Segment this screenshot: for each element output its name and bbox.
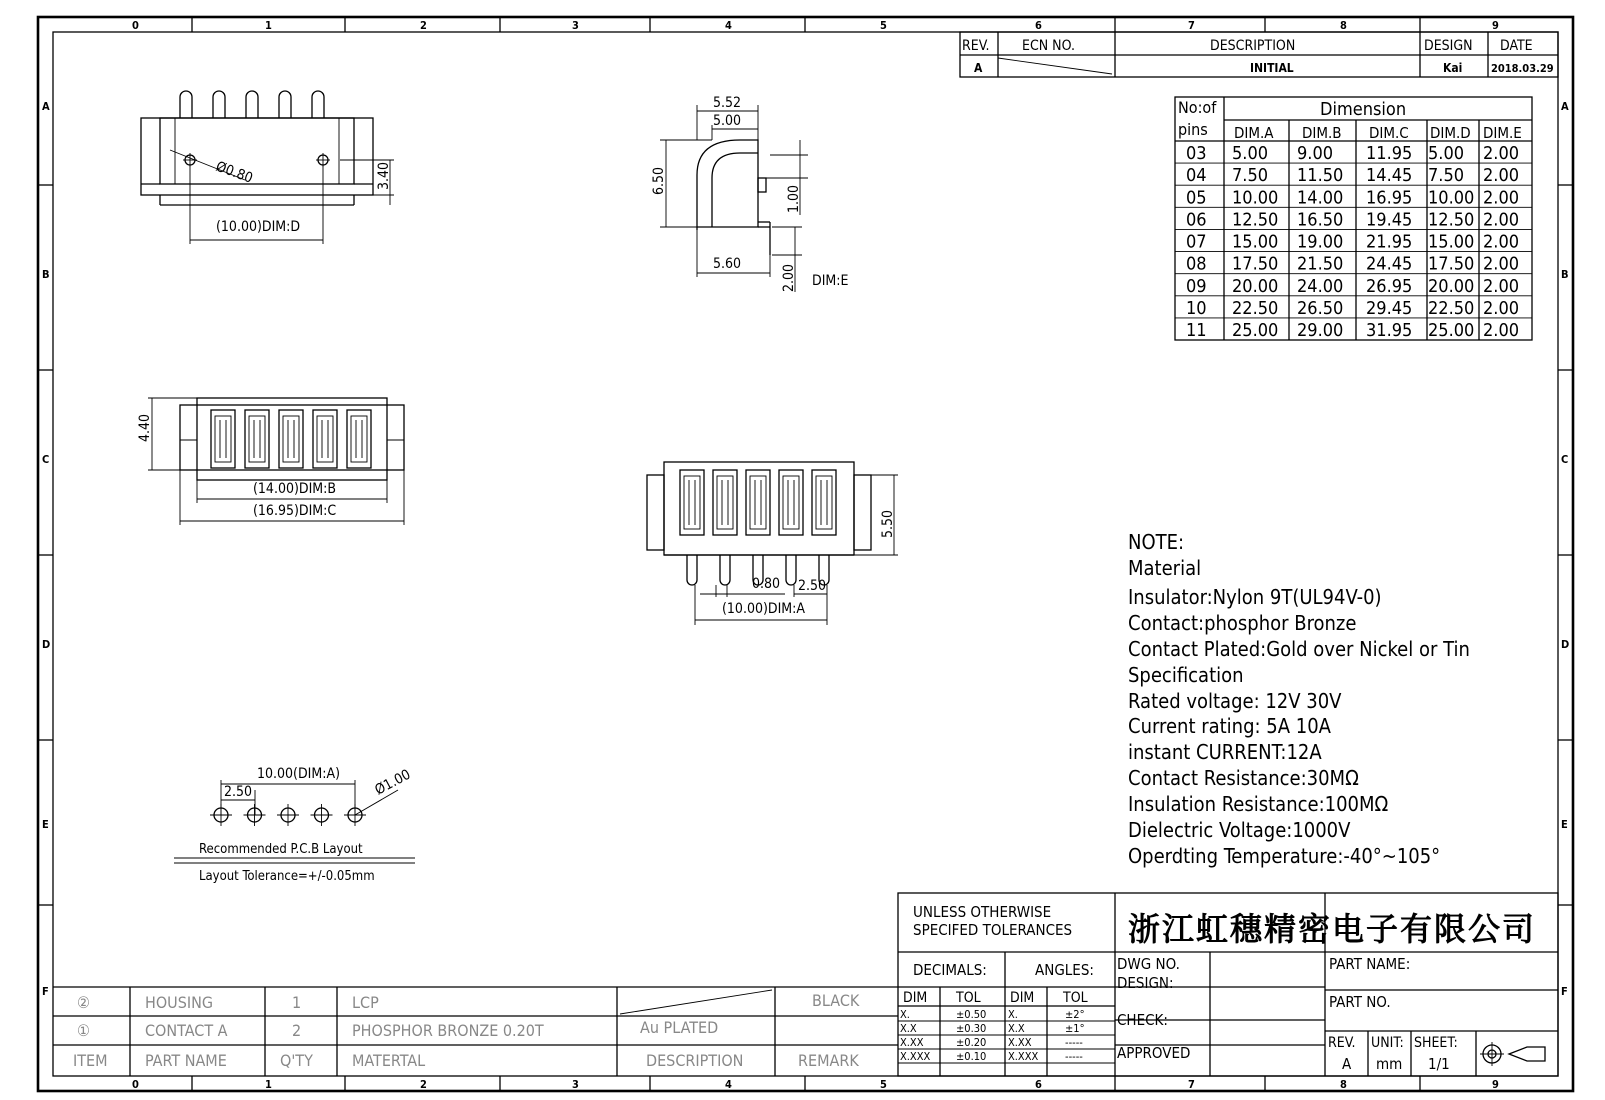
- tol-dim-header: DIM: [903, 990, 928, 1006]
- dim-table-cell: 2.00: [1483, 297, 1520, 319]
- dim-table-cell: 12.50: [1232, 209, 1279, 231]
- front-pin: [786, 555, 796, 585]
- dim-table-col: DIM.D: [1430, 124, 1471, 142]
- front-pin: [687, 555, 697, 585]
- dim-table-cell: 03: [1186, 143, 1207, 165]
- width-560-label: 5.60: [713, 256, 742, 272]
- col-label: 8: [1340, 1078, 1347, 1091]
- bom-header-item: ITEM: [73, 1051, 108, 1070]
- top-view: [141, 91, 394, 244]
- sheet-label: SHEET:: [1414, 1035, 1458, 1051]
- contact-inner: [717, 476, 733, 529]
- projection-symbol-icon: [1480, 1042, 1545, 1066]
- dim-table-header-dimension: Dimension: [1320, 99, 1407, 120]
- dim-table-cell: 7.50: [1232, 165, 1269, 187]
- note-line: NOTE:: [1128, 530, 1185, 554]
- contact-inner: [816, 476, 832, 529]
- dim-table-cell: 2.00: [1483, 187, 1520, 209]
- bottom-view: [137, 398, 404, 525]
- revision-table: [960, 32, 1558, 77]
- dim-table-cell: 26.95: [1366, 275, 1413, 297]
- row-label: D: [42, 638, 51, 651]
- pcb-dim-a-label: 10.00(DIM:A): [257, 766, 341, 782]
- contact-inner: [215, 416, 231, 462]
- row-label: A: [42, 100, 50, 113]
- col-label: 2: [420, 19, 427, 32]
- dim-table-cell: 31.95: [1366, 320, 1413, 341]
- dim-table-cell: 12.50: [1428, 209, 1475, 231]
- dim-table-cell: 15.00: [1428, 231, 1475, 253]
- description-header: DESCRIPTION: [1210, 38, 1296, 54]
- bom-remark: BLACK: [812, 991, 860, 1010]
- dim-table-col: DIM.E: [1483, 124, 1522, 142]
- bom-qty: 1: [292, 993, 302, 1012]
- bom-item: ①: [77, 1021, 90, 1040]
- tol-angle-dim: X.XX: [1008, 1036, 1032, 1049]
- dim-a-label: (10.00)DIM:A: [722, 601, 806, 617]
- front-pin: [720, 555, 730, 585]
- tol-tol-header: TOL: [1063, 990, 1088, 1006]
- dim-table-cell: 2.00: [1483, 209, 1520, 231]
- dim-table-cell: 06: [1186, 209, 1207, 231]
- dim-table-cell: 05: [1186, 187, 1207, 209]
- tol-decimal-dim: X.XX: [900, 1036, 924, 1049]
- rev-value: A: [974, 61, 983, 75]
- dim-table-cell: 20.00: [1232, 275, 1279, 297]
- pcb-pitch-label: 2.50: [224, 784, 253, 800]
- tol-decimal-value: ±0.20: [956, 1036, 987, 1049]
- col-label: 3: [572, 1078, 579, 1091]
- col-label: 6: [1035, 1078, 1042, 1091]
- hole-dia-label: Ø0.80: [213, 158, 255, 187]
- tol-angles: ANGLES:: [1035, 961, 1094, 979]
- design-label: DESIGN:: [1117, 974, 1174, 992]
- col-label: 1: [265, 1078, 272, 1091]
- contact-inner: [249, 416, 265, 462]
- dim-table-cell: 10: [1186, 297, 1207, 319]
- row-label: F: [42, 985, 49, 998]
- note-line: Specification: [1128, 663, 1244, 687]
- dim-table-cell: 2.00: [1483, 253, 1520, 275]
- dwg-no-label: DWG NO.: [1117, 955, 1180, 973]
- tol-angle-dim: X.XXX: [1008, 1050, 1039, 1063]
- col-label: 7: [1188, 19, 1195, 32]
- dim-d-label: (10.00)DIM:D: [216, 219, 301, 235]
- part-no-label: PART NO.: [1329, 993, 1391, 1011]
- width-080-label: 0.80: [752, 576, 781, 592]
- bom-table: [53, 987, 898, 1076]
- dim-table-cell: 14.45: [1366, 165, 1413, 187]
- dim-table-cell: 11.95: [1366, 143, 1413, 165]
- bom-description: Au PLATED: [640, 1018, 719, 1037]
- col-label: 3: [572, 19, 579, 32]
- row-label: D: [1561, 638, 1570, 651]
- dim-table-cell: 09: [1186, 275, 1207, 297]
- col-label: 2: [420, 1078, 427, 1091]
- height-440-label: 4.40: [137, 413, 153, 442]
- sheet-value: 1/1: [1428, 1055, 1450, 1073]
- dim-table-cell: 25.00: [1428, 320, 1475, 341]
- dim-table-cell: 24.45: [1366, 253, 1413, 275]
- tol-title-2: SPECIFED TOLERANCES: [913, 921, 1073, 939]
- dim-e-label: DIM:E: [812, 273, 849, 289]
- bom-qty: 2: [292, 1021, 302, 1040]
- dim-b-label: (14.00)DIM:B: [253, 481, 337, 497]
- col-label: 8: [1340, 19, 1347, 32]
- unit-label: UNIT:: [1371, 1035, 1404, 1051]
- height-650-label: 6.50: [651, 166, 667, 195]
- note-line: Current rating: 5A 10A: [1128, 714, 1331, 738]
- row-label: A: [1561, 100, 1569, 113]
- note-line: Material: [1128, 556, 1202, 580]
- tol-angle-value: -----: [1065, 1050, 1083, 1063]
- width-250-label: 2.50: [798, 578, 827, 594]
- note-line: Dielectric Voltage:1000V: [1128, 818, 1351, 842]
- bom-header-qty: Q'TY: [280, 1051, 313, 1070]
- note-line: Rated voltage: 12V 30V: [1128, 689, 1342, 713]
- tol-angle-value: ±1°: [1065, 1022, 1085, 1035]
- height-550-label: 5.50: [880, 509, 896, 538]
- dim-table-cell: 9.00: [1297, 143, 1334, 165]
- contact-inner: [351, 416, 367, 462]
- tol-dim-header: DIM: [1010, 990, 1035, 1006]
- unit-value: mm: [1376, 1055, 1403, 1073]
- tol-angle-dim: X.X: [1008, 1022, 1025, 1035]
- dim-table-cell: 2.00: [1483, 165, 1520, 187]
- dim-table-cell: 10.00: [1232, 187, 1279, 209]
- tol-angle-dim: X.: [1008, 1008, 1018, 1021]
- side-view: [651, 95, 849, 292]
- dim-table-cell: 24.00: [1297, 275, 1344, 297]
- dim-table-cell: 11: [1186, 320, 1207, 341]
- dim-table-cell: 16.95: [1366, 187, 1413, 209]
- bom-material: LCP: [352, 993, 379, 1012]
- bom-item: ②: [77, 993, 90, 1012]
- pcb-hole-label: Ø1.00: [372, 766, 414, 799]
- dim-table-cell: 16.50: [1297, 209, 1344, 231]
- dim-table-cell: 07: [1186, 231, 1207, 253]
- note-line: Contact Resistance:30MΩ: [1128, 766, 1359, 790]
- tol-decimal-dim: X.X: [900, 1022, 917, 1035]
- tol-tol-header: TOL: [956, 990, 981, 1006]
- notes-block: [1128, 530, 1470, 868]
- tol-decimal-value: ±0.30: [956, 1022, 987, 1035]
- pcb-layout: [174, 766, 415, 884]
- dim-table-cell: 19.45: [1366, 209, 1413, 231]
- rev-label: REV.: [1328, 1035, 1356, 1051]
- dim-table-cell: 17.50: [1232, 253, 1279, 275]
- dim-table-cell: 20.00: [1428, 275, 1475, 297]
- rev-value: A: [1342, 1055, 1352, 1073]
- bom-name: CONTACT A: [145, 1021, 228, 1040]
- check-label: CHECK:: [1117, 1011, 1168, 1029]
- dim-table-cell: 26.50: [1297, 297, 1344, 319]
- tol-decimal-value: ±0.10: [956, 1050, 987, 1063]
- dim-table-cell: 11.50: [1297, 165, 1344, 187]
- col-label: 9: [1492, 19, 1499, 32]
- design-header: DESIGN: [1424, 38, 1473, 54]
- contact-inner: [317, 416, 333, 462]
- dimension-table: [1175, 97, 1532, 341]
- dim-table-cell: 22.50: [1232, 297, 1279, 319]
- note-line: Insulation Resistance:100MΩ: [1128, 792, 1389, 816]
- note-line: Operdting Temperature:-40°~105°: [1128, 844, 1441, 868]
- dim-table-cell: 22.50: [1428, 297, 1475, 319]
- dim-table-cell: 2.00: [1483, 320, 1520, 341]
- tol-angle-value: ±2°: [1065, 1008, 1085, 1021]
- width-552-label: 5.52: [713, 95, 742, 111]
- dim-table-cell: 21.50: [1297, 253, 1344, 275]
- design-value: Kai: [1443, 61, 1463, 75]
- dim-table-cell: 5.00: [1428, 143, 1465, 165]
- col-label: 1: [265, 19, 272, 32]
- row-label: B: [1561, 268, 1569, 281]
- col-label: 7: [1188, 1078, 1195, 1091]
- title-block: [1115, 893, 1558, 1076]
- dim-table-cell: 25.00: [1232, 320, 1279, 341]
- dim-table-cell: 17.50: [1428, 253, 1475, 275]
- dim-table-cell: 29.00: [1297, 320, 1344, 341]
- dim-table-cell: 7.50: [1428, 165, 1465, 187]
- part-name-label: PART NAME:: [1329, 955, 1411, 973]
- ecn-header: ECN NO.: [1022, 38, 1075, 54]
- col-label: 5: [880, 19, 887, 32]
- bom-material: PHOSPHOR BRONZE 0.20T: [352, 1021, 544, 1040]
- dim-table-header-pins: pins: [1178, 120, 1208, 139]
- col-label: 4: [725, 19, 732, 32]
- dim-table-header-noof: No:of: [1178, 98, 1217, 117]
- tol-decimal-dim: X.XXX: [900, 1050, 931, 1063]
- dim-table-cell: 10.00: [1428, 187, 1475, 209]
- col-label: 9: [1492, 1078, 1499, 1091]
- height-340-label: 3.40: [376, 161, 392, 190]
- front-view: [647, 462, 898, 625]
- height-100-label: 1.00: [786, 184, 802, 213]
- dim-table-col: DIM.A: [1234, 124, 1274, 142]
- col-label: 5: [880, 1078, 887, 1091]
- dim-table-cell: 2.00: [1483, 143, 1520, 165]
- approved-label: APPROVED: [1117, 1044, 1191, 1062]
- rev-header: REV.: [962, 38, 990, 54]
- note-line: Contact Plated:Gold over Nickel or Tin: [1128, 637, 1470, 661]
- dim-table-cell: 04: [1186, 165, 1207, 187]
- dim-table-cell: 19.00: [1297, 231, 1344, 253]
- note-line: instant CURRENT:12A: [1128, 740, 1322, 764]
- dim-table-cell: 5.00: [1232, 143, 1269, 165]
- row-label: E: [42, 818, 49, 831]
- row-label: C: [42, 453, 50, 466]
- row-label: C: [1561, 453, 1569, 466]
- tol-decimal-dim: X.: [900, 1008, 910, 1021]
- dim-table-col: DIM.C: [1369, 124, 1409, 142]
- note-line: Insulator:Nylon 9T(UL94V-0): [1128, 585, 1382, 609]
- bom-header-remark: REMARK: [798, 1051, 859, 1070]
- height-200-label: 2.00: [781, 263, 797, 292]
- contact-inner: [684, 476, 700, 529]
- dim-table-cell: 15.00: [1232, 231, 1279, 253]
- pcb-title: Recommended P.C.B Layout: [199, 842, 363, 857]
- tol-decimal-value: ±0.50: [956, 1008, 987, 1021]
- bom-header-material: MATERTAL: [352, 1051, 426, 1070]
- row-label: F: [1561, 985, 1568, 998]
- col-label: 0: [132, 1078, 139, 1091]
- dim-table-cell: 2.00: [1483, 275, 1520, 297]
- bom-header-name: PART NAME: [145, 1051, 227, 1070]
- bom-header-description: DESCRIPTION: [646, 1051, 744, 1070]
- tol-title-1: UNLESS OTHERWISE: [913, 903, 1052, 921]
- note-line: Contact:phosphor Bronze: [1128, 611, 1357, 635]
- col-label: 6: [1035, 19, 1042, 32]
- contact-inner: [783, 476, 799, 529]
- pcb-tolerance: Layout Tolerance=+/-0.05mm: [199, 869, 375, 884]
- company-name: 浙江虹穗精密电子有限公司: [1128, 910, 1537, 948]
- col-label: 4: [725, 1078, 732, 1091]
- dim-table-cell: 14.00: [1297, 187, 1344, 209]
- dim-table-cell: 08: [1186, 253, 1207, 275]
- dim-table-cell: 2.00: [1483, 231, 1520, 253]
- tol-angle-value: -----: [1065, 1036, 1083, 1049]
- row-label: B: [42, 268, 50, 281]
- row-label: E: [1561, 818, 1568, 831]
- dim-c-label: (16.95)DIM:C: [253, 503, 337, 519]
- bom-name: HOUSING: [145, 993, 213, 1012]
- date-header: DATE: [1500, 38, 1533, 54]
- contact-inner: [283, 416, 299, 462]
- dim-table-cell: 29.45: [1366, 297, 1413, 319]
- width-500-label: 5.00: [713, 113, 742, 129]
- tol-decimals: DECIMALS:: [913, 961, 987, 979]
- col-label: 0: [132, 19, 139, 32]
- contact-inner: [750, 476, 766, 529]
- date-value: 2018.03.29: [1491, 62, 1554, 75]
- description-value: INITIAL: [1250, 61, 1294, 75]
- dim-table-col: DIM.B: [1302, 124, 1342, 142]
- dim-table-cell: 21.95: [1366, 231, 1413, 253]
